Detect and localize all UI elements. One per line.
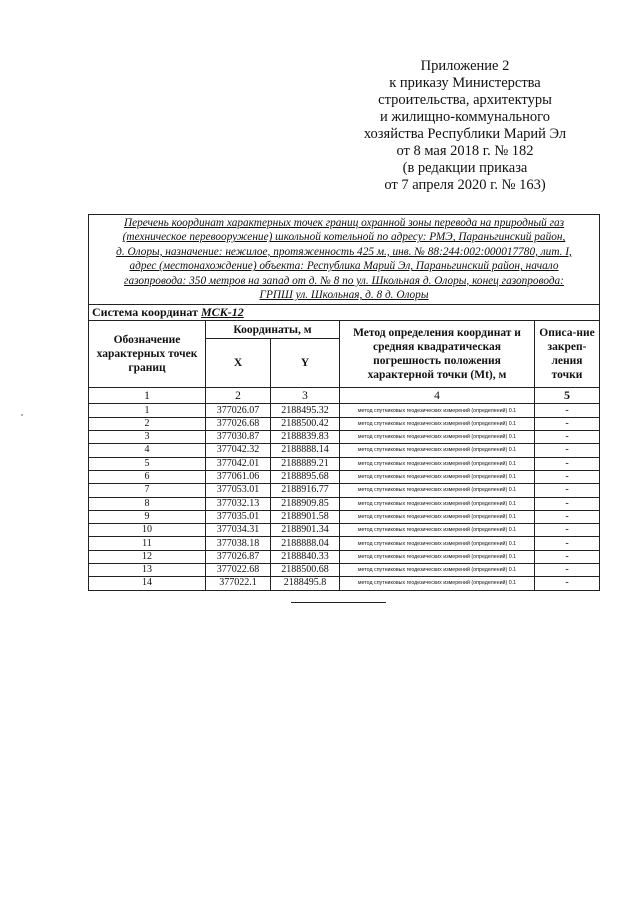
- x-coordinate-cell: 377053.01: [206, 484, 271, 497]
- point-number-cell: 13: [89, 564, 206, 577]
- description-cell: -: [535, 524, 600, 537]
- y-coordinate-cell: 2188889.21: [271, 457, 340, 470]
- header-line: хозяйства Республики Марий Эл: [363, 126, 567, 142]
- table-caption: [89, 215, 600, 305]
- description-cell: -: [535, 510, 600, 523]
- method-cell: метод спутниковых геодезических измерений (определений) 0.1: [340, 537, 535, 550]
- x-coordinate-cell: 377042.01: [206, 457, 271, 470]
- point-number-cell: 3: [89, 431, 206, 444]
- description-cell: -: [535, 457, 600, 470]
- point-number-cell: 7: [89, 484, 206, 497]
- description-cell: -: [535, 537, 600, 550]
- table-row: [89, 484, 600, 497]
- coordinate-system-value: МСК-12: [200, 305, 244, 320]
- y-coordinate-cell: 2188888.14: [271, 444, 340, 457]
- header-line: и жилищно-коммунального: [379, 109, 551, 125]
- header-line: Приложение 2: [420, 58, 510, 74]
- coordinates-table: [88, 214, 600, 591]
- table-row: [89, 457, 600, 470]
- table-row: [89, 417, 600, 430]
- x-coordinate-cell: 377022.68: [206, 564, 271, 577]
- y-coordinate-cell: 2188901.34: [271, 524, 340, 537]
- method-cell: метод спутниковых геодезических измерений (определений) 0.1: [340, 550, 535, 563]
- point-number-cell: 10: [89, 524, 206, 537]
- column-number: 3: [271, 388, 340, 404]
- x-coordinate-cell: 377038.18: [206, 537, 271, 550]
- method-cell: метод спутниковых геодезических измерений (определений) 0.1: [340, 417, 535, 430]
- description-cell: -: [535, 444, 600, 457]
- method-cell: метод спутниковых геодезических измерений (определений) 0.1: [340, 404, 535, 417]
- y-coordinate-cell: 2188901.58: [271, 510, 340, 523]
- description-cell: -: [535, 550, 600, 563]
- method-cell: метод спутниковых геодезических измерений (определений) 0.1: [340, 510, 535, 523]
- header-line: от 8 мая 2018 г. № 182: [396, 143, 534, 159]
- method-cell: метод спутниковых геодезических измерений (определений) 0.1: [340, 470, 535, 483]
- x-coordinate-cell: 377030.87: [206, 431, 271, 444]
- x-coordinate-cell: 377042.32: [206, 444, 271, 457]
- table-row: [89, 431, 600, 444]
- method-cell: метод спутниковых геодезических измерений (определений) 0.1: [340, 457, 535, 470]
- scan-mark: [21, 414, 23, 416]
- x-coordinate-cell: 377026.07: [206, 404, 271, 417]
- y-coordinate-cell: 2188895.68: [271, 470, 340, 483]
- description-cell: -: [535, 431, 600, 444]
- description-cell: -: [535, 417, 600, 430]
- y-coordinate-cell: 2188840.33: [271, 550, 340, 563]
- y-coordinate-cell: 2188495.8: [271, 577, 340, 590]
- table-row: [89, 550, 600, 563]
- y-coordinate-cell: 2188500.68: [271, 564, 340, 577]
- y-coordinate-cell: 2188839.83: [271, 431, 340, 444]
- method-cell: метод спутниковых геодезических измерений (определений) 0.1: [340, 431, 535, 444]
- point-number-cell: 12: [89, 550, 206, 563]
- x-coordinate-cell: 377022.1: [206, 577, 271, 590]
- coordinate-system-row: [89, 305, 600, 321]
- method-cell: метод спутниковых геодезических измерений (определений) 0.1: [340, 564, 535, 577]
- table-row: [89, 404, 600, 417]
- caption-line: ГРПШ ул. Школьная, д. 8 д. Олоры: [259, 289, 429, 302]
- x-coordinate-cell: 377034.31: [206, 524, 271, 537]
- header-x: X: [206, 339, 271, 388]
- point-number-cell: 14: [89, 577, 206, 590]
- point-number-cell: 8: [89, 497, 206, 510]
- y-coordinate-cell: 2188916.77: [271, 484, 340, 497]
- point-number-cell: 1: [89, 404, 206, 417]
- table-row: [89, 577, 600, 590]
- method-cell: метод спутниковых геодезических измерений (определений) 0.1: [340, 444, 535, 457]
- caption-line: адрес (местонахождение) объекта: Республика Марий Эл, Параньгинский район, начало: [129, 260, 559, 273]
- description-cell: -: [535, 577, 600, 590]
- appendix-header: [330, 58, 600, 194]
- point-number-cell: 4: [89, 444, 206, 457]
- caption-line: (техническое перевооружение) школьной котельной по адресу: РМЭ, Параньгинский район,: [122, 231, 566, 244]
- column-number: 5: [535, 388, 600, 404]
- y-coordinate-cell: 2188495.32: [271, 404, 340, 417]
- header-method: Метод определения координат и средняя квадратическая погрешность положения характерной точки (Mt), м: [340, 321, 535, 388]
- description-cell: -: [535, 497, 600, 510]
- y-coordinate-cell: 2188888.04: [271, 537, 340, 550]
- point-number-cell: 2: [89, 417, 206, 430]
- header-line: строительства, архитектуры: [378, 92, 552, 108]
- method-cell: метод спутниковых геодезических измерений (определений) 0.1: [340, 497, 535, 510]
- x-coordinate-cell: 377026.68: [206, 417, 271, 430]
- method-cell: метод спутниковых геодезических измерений (определений) 0.1: [340, 484, 535, 497]
- header-designation: Обозначение характерных точек границ: [89, 321, 206, 388]
- table-row: [89, 470, 600, 483]
- description-cell: -: [535, 404, 600, 417]
- caption-line: газопровода: 350 метров на запад от д. № 8 по ул. Школьная д. Олоры, конец газопровода:: [124, 274, 564, 287]
- closing-line: [291, 602, 386, 603]
- header-y: Y: [271, 339, 340, 388]
- column-number: 1: [89, 388, 206, 404]
- x-coordinate-cell: 377026.87: [206, 550, 271, 563]
- table-row: [89, 564, 600, 577]
- header-line: от 7 апреля 2020 г. № 163): [384, 177, 546, 193]
- caption-line: Перечень координат характерных точек границ охранной зоны перевода на природный газ: [123, 217, 565, 229]
- column-number: 2: [206, 388, 271, 404]
- x-coordinate-cell: 377035.01: [206, 510, 271, 523]
- table-row: [89, 510, 600, 523]
- header-line: (в редакции приказа: [402, 160, 528, 176]
- table-row: [89, 444, 600, 457]
- coordinate-system-label: Система координат: [92, 305, 198, 320]
- caption-line: д. Олоры, назначение: нежилое, протяженность 425 м., инв. № 88:244:002:000017780, лит. I,: [116, 245, 572, 258]
- y-coordinate-cell: 2188909.85: [271, 497, 340, 510]
- table-row: [89, 497, 600, 510]
- method-cell: метод спутниковых геодезических измерений (определений) 0.1: [340, 577, 535, 590]
- description-cell: -: [535, 470, 600, 483]
- point-number-cell: 6: [89, 470, 206, 483]
- header-line: к приказу Министерства: [389, 75, 541, 91]
- description-cell: -: [535, 564, 600, 577]
- point-number-cell: 9: [89, 510, 206, 523]
- y-coordinate-cell: 2188500.42: [271, 417, 340, 430]
- header-coordinates: Координаты, м: [206, 321, 340, 339]
- method-cell: метод спутниковых геодезических измерений (определений) 0.1: [340, 524, 535, 537]
- description-cell: -: [535, 484, 600, 497]
- x-coordinate-cell: 377032.13: [206, 497, 271, 510]
- header-description: Описа-ние закреп-ления точки: [535, 321, 600, 388]
- table-row: [89, 537, 600, 550]
- point-number-cell: 11: [89, 537, 206, 550]
- point-number-cell: 5: [89, 457, 206, 470]
- column-number: 4: [340, 388, 535, 404]
- table-row: [89, 524, 600, 537]
- x-coordinate-cell: 377061.06: [206, 470, 271, 483]
